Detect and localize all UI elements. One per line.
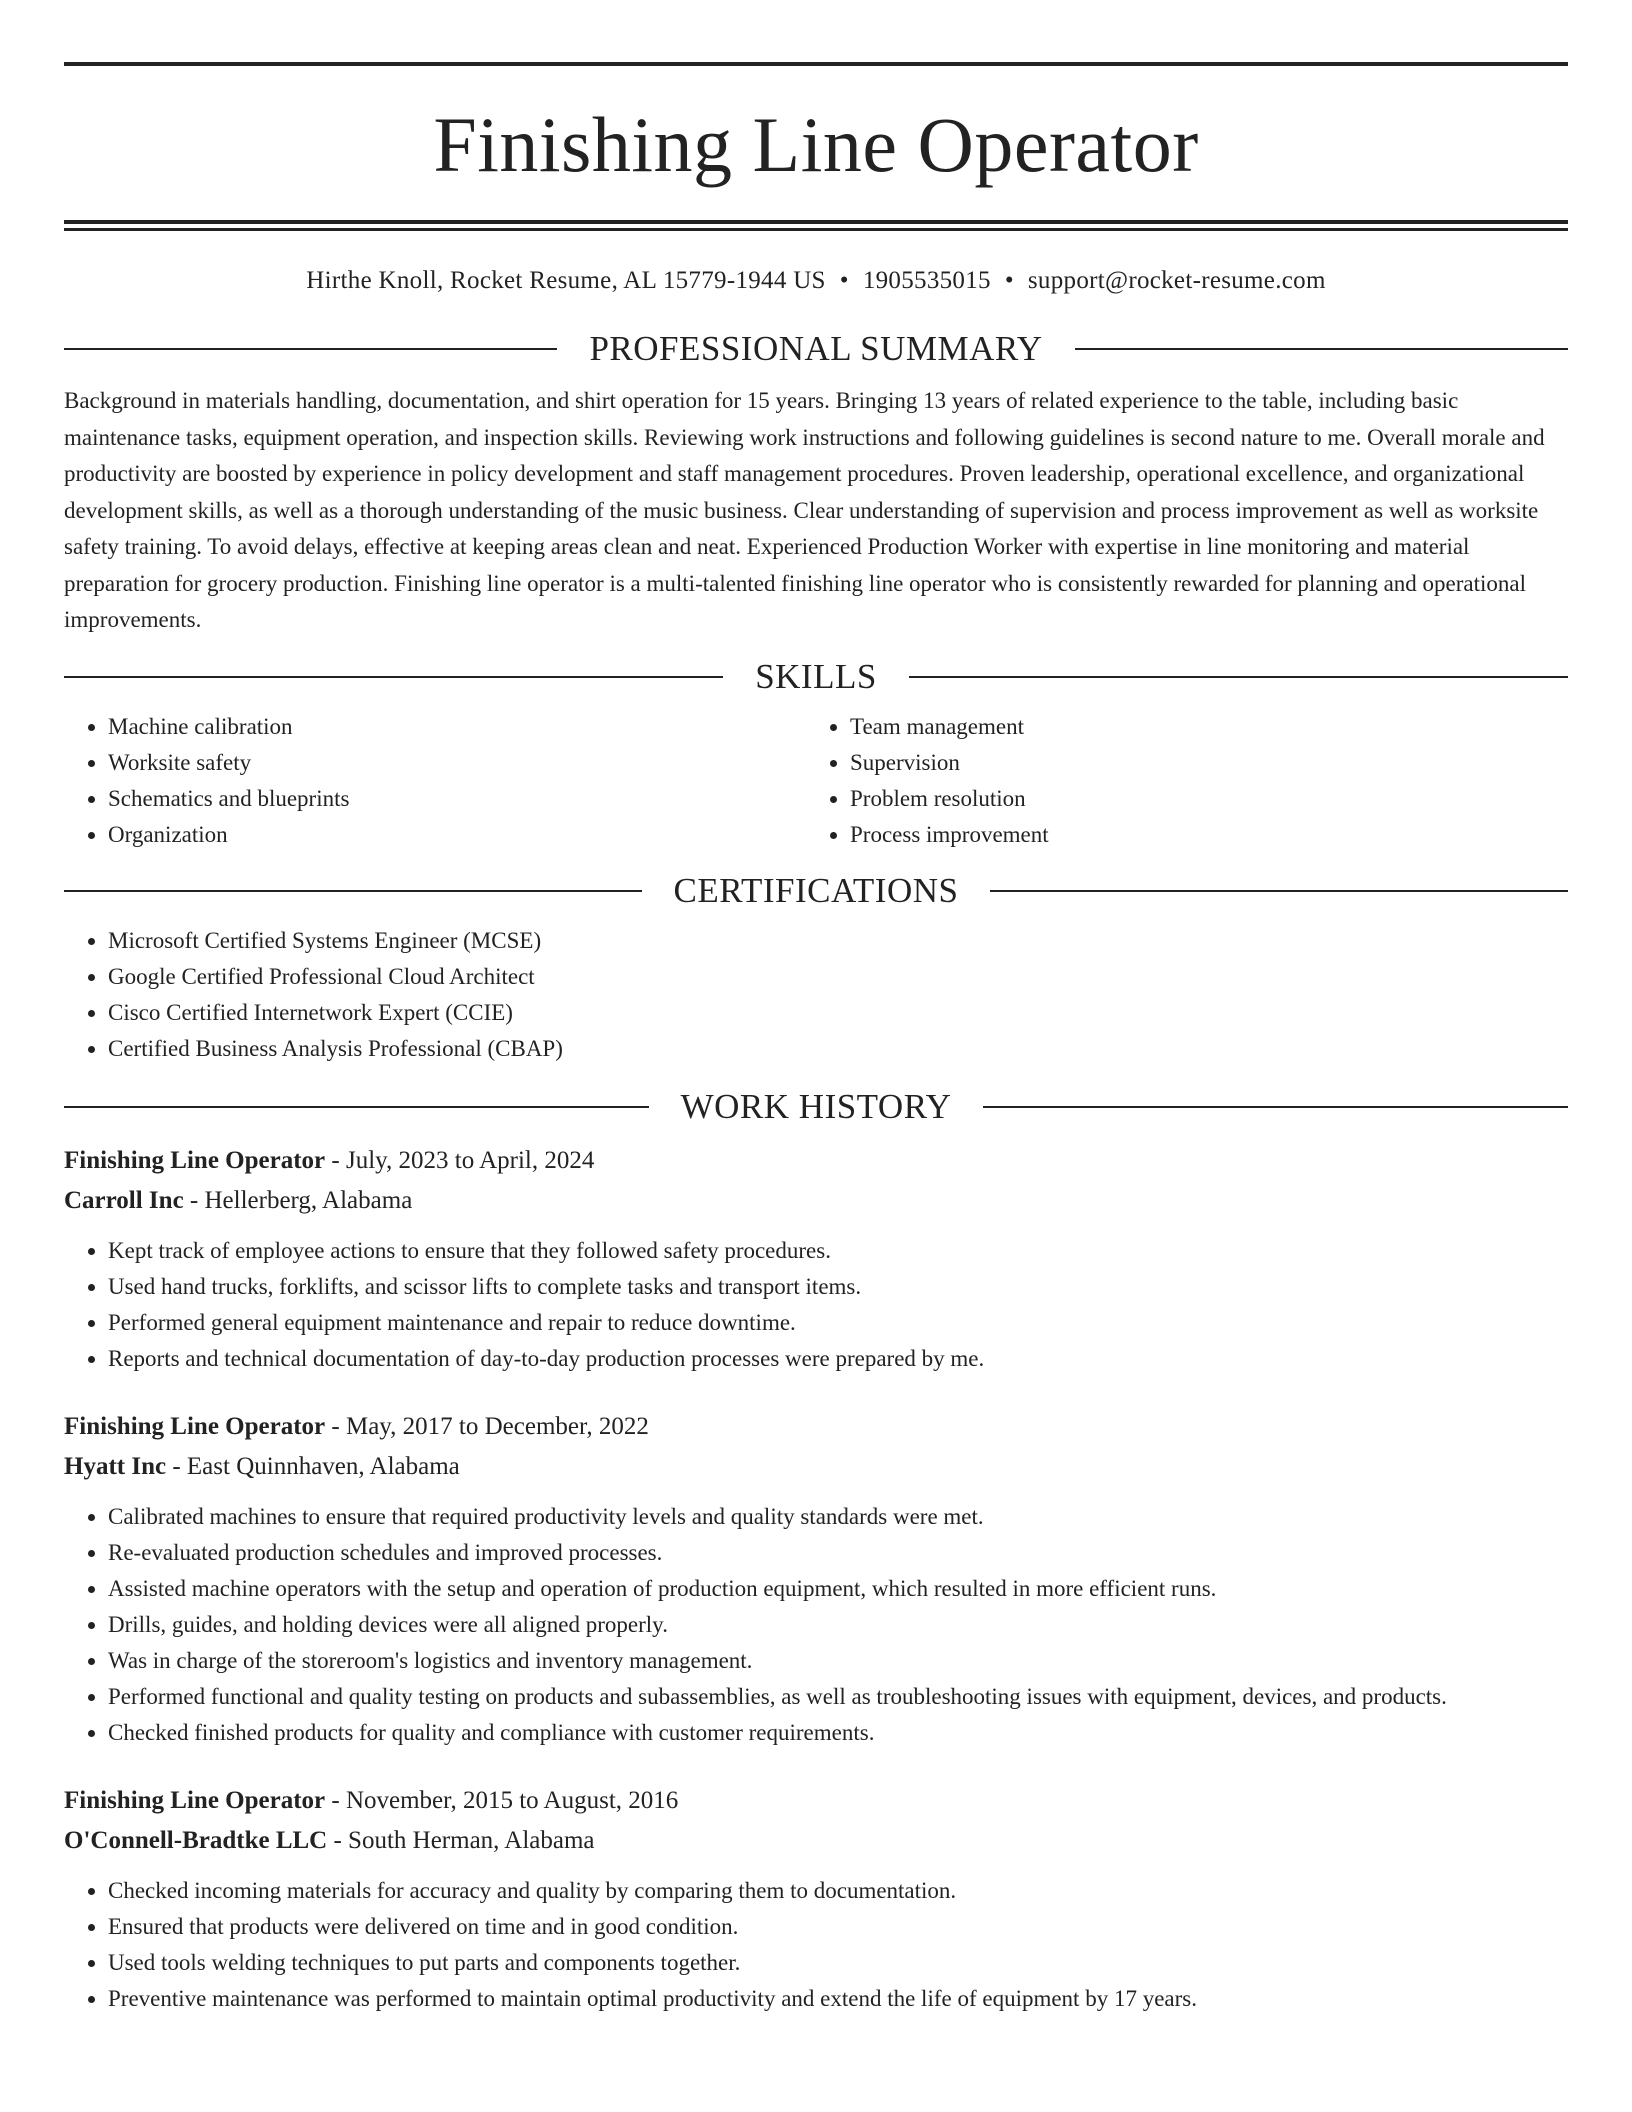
certifications-list [64,923,1568,1067]
top-rule [64,62,1568,66]
section-title-certifications: CERTIFICATIONS [673,870,959,910]
job-duty-item: • Preventive maintenance was performed to maintain optimal productivity and extend the life of equipment by 17 years. [108,1981,1568,2017]
job-entry [64,1781,1568,2017]
page-title: Finishing Line Operator [433,101,1199,188]
skill-item: • Machine calibration [108,709,806,745]
job-duty-item: • Performed functional and quality testing on products and subassemblies, as well as troubleshooting issues with equipment, devices, and products. [108,1679,1568,1715]
skill-item: • Schematics and blueprints [108,781,806,817]
section-rule [983,1106,1568,1108]
section-header-skills [64,657,1568,697]
skill-item: • Problem resolution [850,781,1049,817]
contact-address: Hirthe Knoll, Rocket Resume, AL 15779-1944 US [306,267,826,294]
contact-line [64,267,1568,295]
job-duty-item: • Kept track of employee actions to ensure that they followed safety procedures. [108,1233,1568,1269]
job-duty-item: • Re-evaluated production schedules and improved processes. [108,1535,1568,1571]
job-duty-item: • Calibrated machines to ensure that required productivity levels and quality standards were met. [108,1499,1568,1535]
job-company-line [64,1447,1568,1487]
job-company: Carroll Inc [64,1186,184,1214]
section-rule [64,890,642,892]
job-duty-item: • Drills, guides, and holding devices were all aligned properly. [108,1607,1568,1643]
certification-item: • Microsoft Certified Systems Engineer (MCSE) [108,923,1568,959]
section-rule [64,676,723,678]
job-duties-list [64,1499,1568,1751]
title-double-rule [64,220,1568,231]
skills-grid [64,709,1568,853]
skill-item: • Organization [108,817,806,853]
certification-item: • Certified Business Analysis Professional (CBAP) [108,1031,1568,1067]
skills-list-left [64,709,806,853]
job-duty-item: • Checked finished products for quality and compliance with customer requirements. [108,1715,1568,1751]
job-company-line [64,1181,1568,1221]
job-title-line [64,1407,1568,1447]
job-title: Finishing Line Operator [64,1146,326,1174]
section-header-certifications [64,871,1568,911]
skills-list-right [806,709,1049,853]
summary-paragraph: Background in materials handling, documentation, and shirt operation for 15 years. Bringing 13 years of related experience to the table, including basic maintenance tasks, equipment operation, and inspection skills. Reviewing work instructions and following guidelines is second nature to me. Overall morale and productivity are boosted by experience in policy development and staff management procedures. Proven leadership, operational excellence, and organizational development skills, as well as a thorough understanding of the music business. Clear understanding of supervision and process improvement as well as worksite safety training. To avoid delays, effective at keeping areas clean and neat. Experienced Production Worker with expertise in line monitoring and material preparation for grocery production. Finishing line operator is a multi-talented finishing line operator who is consistently rewarded for planning and operational improvements. [64,388,1545,632]
section-rule [64,1106,649,1108]
job-dates: - May, 2017 to December, 2022 [325,1412,649,1440]
job-duty-item: • Used hand trucks, forklifts, and scissor lifts to complete tasks and transport items. [108,1269,1568,1305]
job-location: - South Herman, Alabama [327,1826,595,1854]
job-company: Hyatt Inc [64,1452,167,1480]
contact-phone: 1905535015 [862,267,991,294]
job-title-line [64,1141,1568,1181]
certification-item: • Cisco Certified Internetwork Expert (CCIE) [108,995,1568,1031]
job-location: - Hellerberg, Alabama [183,1186,413,1214]
skill-item: • Process improvement [850,817,1049,853]
section-header-work-history [64,1087,1568,1127]
job-title: Finishing Line Operator [64,1412,326,1440]
job-duty-item: • Was in charge of the storeroom's logistics and inventory management. [108,1643,1568,1679]
job-location: - East Quinnhaven, Alabama [166,1452,460,1480]
job-duty-item: • Performed general equipment maintenance and repair to reduce downtime. [108,1305,1568,1341]
skill-item: • Team management [850,709,1049,745]
skill-item: • Worksite safety [108,745,806,781]
job-company: O'Connell-Bradtke LLC [64,1826,328,1854]
skills-column-left [64,709,806,853]
contact-separator: • [1004,267,1014,294]
job-title: Finishing Line Operator [64,1786,326,1814]
job-duty-item: • Checked incoming materials for accuracy and quality by comparing them to documentation. [108,1873,1568,1909]
contact-separator: • [839,267,849,294]
section-rule [1075,348,1568,350]
section-title-work-history: WORK HISTORY [680,1086,952,1126]
skill-item: • Supervision [850,745,1049,781]
job-company-line [64,1821,1568,1861]
job-duties-list [64,1873,1568,2017]
job-entry [64,1407,1568,1751]
section-rule [909,676,1568,678]
job-duties-list [64,1233,1568,1377]
contact-email[interactable]: support@rocket-resume.com [1027,267,1326,294]
job-duty-item: • Ensured that products were delivered on time and in good condition. [108,1909,1568,1945]
section-title-skills: SKILLS [755,656,877,696]
skills-column-right [806,709,1049,853]
section-title-summary: PROFESSIONAL SUMMARY [589,329,1043,368]
section-header-summary [64,329,1568,369]
section-rule [64,348,557,350]
job-dates: - November, 2015 to August, 2016 [325,1786,679,1814]
section-rule [990,890,1568,892]
job-duty-item: • Assisted machine operators with the setup and operation of production equipment, which resulted in more efficient runs. [108,1571,1568,1607]
job-entry [64,1141,1568,1377]
job-title-line [64,1781,1568,1821]
job-duty-item: • Used tools welding techniques to put parts and components together. [108,1945,1568,1981]
certification-item: • Google Certified Professional Cloud Architect [108,959,1568,995]
job-duty-item: • Reports and technical documentation of day-to-day production processes were prepared by me. [108,1341,1568,1377]
job-dates: - July, 2023 to April, 2024 [325,1146,595,1174]
